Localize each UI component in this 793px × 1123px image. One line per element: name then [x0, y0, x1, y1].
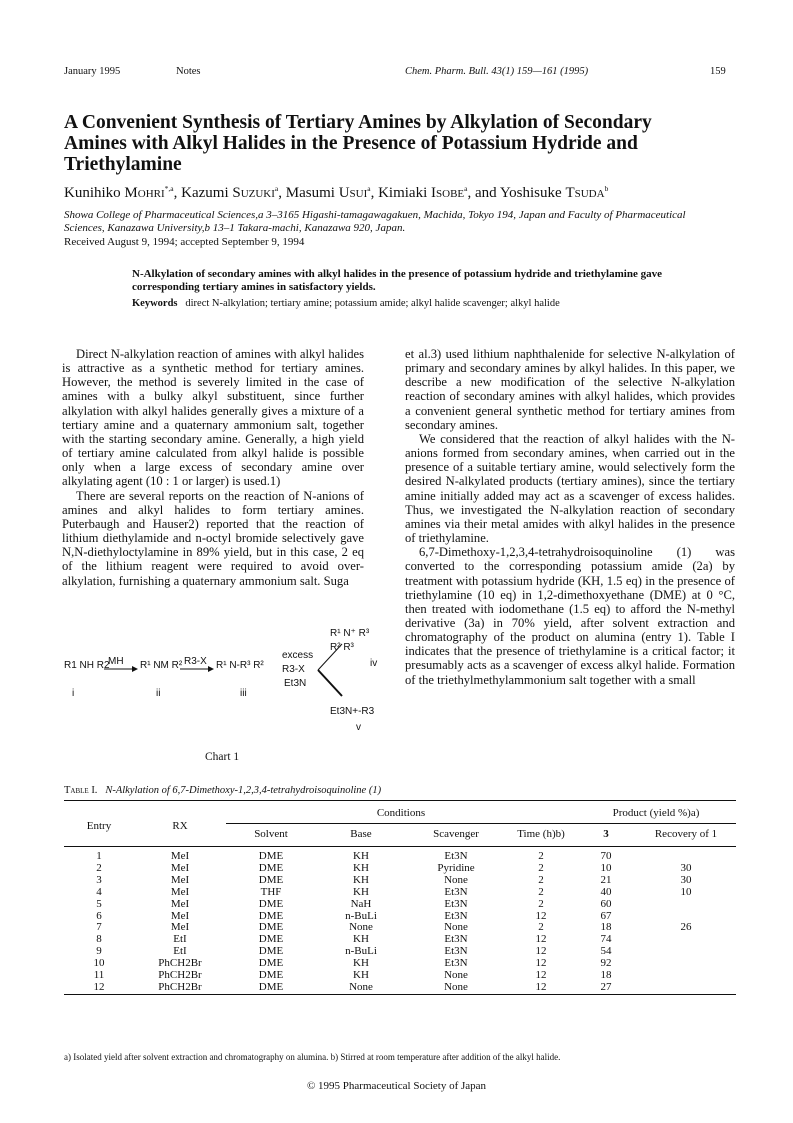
table-cell: 40 — [600, 885, 612, 898]
table-cell: 18 — [600, 921, 612, 934]
table-cell: DME — [258, 933, 284, 946]
table-cell: EtI — [173, 933, 187, 946]
table-cell: 10 — [93, 957, 105, 970]
table-row — [64, 863, 736, 875]
body-column-right — [405, 347, 735, 687]
author: Masumi Usui$^a$ — [285, 184, 371, 201]
quat-salt-iv-label-2: R² R³ — [330, 642, 354, 653]
table-cell: n-BuLi — [345, 945, 377, 958]
table-row — [64, 934, 736, 946]
table-cell: DME — [258, 980, 284, 993]
table-cell: 12 — [535, 933, 547, 946]
keywords — [132, 298, 702, 309]
quat-salt-iv-label: R¹ N⁺ R³ — [330, 628, 370, 639]
table-cell: DME — [258, 873, 284, 886]
table-row — [64, 899, 736, 911]
col-header-conditions: Conditions — [226, 801, 576, 824]
table-caption-text: N-Alkylation of 6,7-Dimethoxy-1,2,3,4-tetrahydroisoquinoline (1) — [105, 785, 382, 796]
table-cell: DME — [258, 957, 284, 970]
table-cell: 26 — [680, 921, 692, 934]
col-header-recovery: Recovery of 1 — [654, 828, 718, 840]
col-header-solvent: Solvent — [254, 828, 288, 840]
table-cell: NaH — [350, 897, 372, 910]
table-cell: 10 — [680, 885, 692, 898]
paragraph: We considered that the reaction of alkyl halides with the N-anions formed from secondary amines, when carried out in the presence of a suitable tertiary amine, would selectively form the desired N-alkylated products (tertiary amines), since the tertiary amine initially added may act as a scavenger of excess halides. Thus, we investigated the N-alkylation reaction of secondary amines via their metal amides with alkyl halides in the presence of triethylamine. — [405, 431, 735, 546]
table-cell: None — [349, 921, 373, 934]
table-cell: 30 — [680, 861, 692, 874]
salt-v-label: Et3N+-R3 — [330, 706, 375, 717]
table-cell: None — [349, 980, 373, 993]
table-cell: Et3N — [444, 945, 468, 958]
table-cell: KH — [353, 861, 369, 874]
table-cell: 18 — [600, 969, 612, 982]
table-cell: Et3N — [444, 909, 468, 922]
table-body — [64, 847, 736, 995]
table-cell: MeI — [170, 885, 190, 898]
col-header-rx: RX — [134, 801, 226, 847]
table-cell: 60 — [600, 897, 612, 910]
author-list: Kunihiko Mohri$^{*,a}$, Kazumi Suzuki$^a$, Masumi Usui$^a$, Kimiaki Isobe$^a$, and Yoshisuke Tsuda$^b$ — [64, 184, 609, 201]
reagent-mh: MH — [108, 656, 124, 667]
paragraph: et al.3) used lithium naphthalenide for selective N-alkylation of primary and secondary amines by alkyl halides. In this paper, we describe a new modification of the selective N-alkylation reaction of secondary amines with alkyl halides, which provides a convenient general synthetic method for tertiary amines from secondary amines. — [405, 347, 735, 432]
paragraph: 6,7-Dimethoxy-1,2,3,4-tetrahydroisoquinoline (1) was converted to the corresponding potassium amide (2a) by treatment with potassium hydride (KH, 1.5 eq) in the presence of triethylamine (10 eq) in 1,2-dimethoxyethane (DME) at 0 °C, then treated with iodomethane (1.5 eq) to afford the N-methyl derivative (3a) in 70% yield, after solvent extraction and chromatography of the product on alumina (entry 1). Table I indicates that the presence of triethylamine is a critical factor; it presumably acts as a scavenger of excess alkyl halide. Formation of the triethylmethylammonium salt together with a small — [405, 545, 735, 687]
table-row — [64, 922, 736, 934]
table-cell: KH — [353, 885, 369, 898]
amide-ii-label: R¹ NM R² — [140, 660, 183, 671]
table-cell: None — [444, 873, 468, 886]
author: Kunihiko Mohri$^{*,a}$ — [64, 184, 174, 201]
reagent-excess: excess — [282, 650, 314, 661]
col-header-base: Base — [350, 828, 372, 840]
table-cell: 2 — [96, 861, 102, 874]
table-cell: DME — [258, 945, 284, 958]
arrow-down — [318, 670, 342, 696]
header-section: Notes — [176, 66, 201, 77]
body-column-left — [62, 347, 364, 588]
table-cell: PhCH2Br — [158, 980, 202, 993]
table-footnote: a) Isolated yield after solvent extraction and chromatography on alumina. b) Stirred at room temperature after addition of the alkyl halide. — [64, 1052, 561, 1062]
table-cell: 4 — [96, 885, 102, 898]
arrowhead-2 — [208, 666, 214, 672]
table-cell: MeI — [170, 921, 190, 934]
table-cell: 2 — [538, 850, 544, 862]
table-cell — [636, 982, 736, 994]
compound-label-i: i — [72, 688, 75, 699]
author: Kimiaki Isobe$^a$ — [378, 184, 468, 201]
received-dates: Received August 9, 1994; accepted September 9, 1994 — [64, 236, 305, 248]
table-cell: 9 — [96, 945, 102, 958]
col-header-product: Product (yield %)a) — [576, 801, 736, 824]
table-row — [64, 887, 736, 899]
table-cell — [636, 847, 736, 863]
table-cell: KH — [353, 850, 369, 862]
table-cell: PhCH2Br — [158, 969, 202, 982]
table-cell: KH — [353, 933, 369, 946]
table-cell: 8 — [96, 933, 102, 946]
table-cell: 11 — [93, 969, 105, 982]
reagent-r3x: R3-X — [184, 656, 207, 667]
reagent-r3x-excess: R3-X — [282, 664, 305, 675]
table-cell: DME — [258, 861, 284, 874]
table-cell: None — [444, 980, 468, 993]
table-cell: 5 — [96, 897, 102, 910]
table-cell: Et3N — [444, 850, 468, 862]
table-cell: 2 — [538, 897, 544, 910]
table-cell: DME — [258, 850, 284, 862]
paragraph: There are several reports on the reaction of N-anions of amines and alkyl halides to form tertiary amines. Puterbaugh and Hauser2) reported that the reaction of lithium diethylamide and n-octyl bromide selectively gave N,N-diethyloctylamine in 89% yield, but in this case, 2 eq of the lithium reagent were required to avoid over-alkylation, furnishing a quaternary ammonium salt. Suga — [62, 488, 364, 588]
col-header-entry: Entry — [64, 801, 134, 847]
table-cell: 2 — [538, 885, 544, 898]
keywords-text: direct N-alkylation; tertiary amine; potassium amide; alkyl halide scavenger; alkyl halide — [185, 298, 560, 309]
table-cell: MeI — [170, 861, 190, 874]
table-cell: 30 — [680, 873, 692, 886]
table-cell: PhCH2Br — [158, 957, 202, 970]
article-title: A Convenient Synthesis of Tertiary Amines by Alkylation of Secondary Amines with Alkyl Halides in the Presence of Potassium Hydride and Triethylamine — [64, 112, 652, 175]
table-cell — [636, 958, 736, 970]
amine-iii-label: R¹ N-R³ R² — [216, 660, 264, 671]
table-cell — [636, 899, 736, 911]
table-row — [64, 982, 736, 994]
table-cell: 70 — [600, 850, 612, 862]
abstract: N-Alkylation of secondary amines with alkyl halides in the presence of potassium hydride and triethylamine gave corresponding tertiary amines in satisfactory yields. — [132, 268, 662, 293]
paragraph: Direct N-alkylation reaction of amines with alkyl halides is attractive as a synthetic method for tertiary amines. However, the method is severely limited in the case of amines with a bulky alkyl substituent, since further alkylation with alkyl halides generally gives a mixture of a tertiary amine and a quaternary ammonium salt, together with the starting secondary amine. Generally, a high yield of tertiary amine calculated from alkyl halide is possible only when a large excess of secondary amine over alkylating agent (10 : 1 or larger) is used.1) — [62, 347, 364, 489]
table-cell: 7 — [96, 921, 102, 934]
table-cell: Et3N — [444, 933, 468, 946]
table-cell: 12 — [535, 957, 547, 970]
compound-label-iii: iii — [240, 688, 247, 699]
table-cell: 2 — [538, 873, 544, 886]
reagent-et3n: Et3N — [284, 678, 307, 689]
table-cell: 21 — [600, 873, 612, 886]
reaction-scheme — [60, 622, 390, 742]
table-cell: Et3N — [444, 885, 468, 898]
table-cell: 10 — [600, 861, 612, 874]
col-header-scavenger: Scavenger — [433, 828, 479, 840]
table-cell: DME — [258, 921, 284, 934]
table-cell: 12 — [93, 980, 105, 993]
copyright: © 1995 Pharmaceutical Society of Japan — [306, 1080, 487, 1092]
table-cell: 92 — [600, 957, 612, 970]
table-caption — [64, 785, 381, 796]
table-cell: MeI — [170, 850, 190, 862]
table-cell: 12 — [535, 980, 547, 993]
table-cell: Pyridine — [437, 861, 475, 874]
table-cell: 3 — [96, 873, 102, 886]
col-header-product-3: 3 — [603, 828, 609, 840]
compound-label-v: v — [356, 722, 361, 733]
table-cell: Et3N — [444, 897, 468, 910]
table-cell: THF — [260, 885, 282, 898]
table-cell: KH — [353, 969, 369, 982]
table-cell: 2 — [538, 861, 544, 874]
affiliation: Showa College of Pharmaceutical Sciences,a 3–3165 Higashi-tamagawagakuen, Machida, Tokyo 194, Japan and Faculty of Pharmaceutical Sciences, Kanazawa University,b 13–1 Takara-machi, Kanazawa 920, Japan. — [64, 209, 686, 234]
table-cell: MeI — [170, 909, 190, 922]
header-page-number: 159 — [710, 66, 726, 77]
table-cell: None — [444, 969, 468, 982]
table-cell: 74 — [600, 933, 612, 946]
table-row — [64, 847, 736, 863]
table-cell: 1 — [96, 850, 102, 862]
table-cell: 6 — [96, 909, 102, 922]
keywords-label: Keywords — [132, 298, 178, 309]
table-cell: 12 — [535, 969, 547, 982]
table-cell: MeI — [170, 897, 190, 910]
header-journal: Chem. Pharm. Bull. 43(1) 159—161 (1995) — [405, 66, 589, 77]
author: Yoshisuke Tsuda$^b$ — [499, 184, 609, 201]
table-cell: DME — [258, 969, 284, 982]
table-cell: DME — [258, 909, 284, 922]
table-cell: 67 — [600, 909, 612, 922]
table-cell: 12 — [535, 945, 547, 958]
table-cell — [636, 934, 736, 946]
table-cell: 27 — [600, 980, 612, 993]
table-cell: MeI — [170, 873, 190, 886]
table-cell: 12 — [535, 909, 547, 922]
table-caption-label: Table I. — [64, 785, 98, 796]
header-date: January 1995 — [64, 66, 121, 77]
author: Kazumi Suzuki$^a$ — [181, 184, 279, 201]
table-row — [64, 875, 736, 887]
table-cell: EtI — [173, 945, 187, 958]
arrowhead-1 — [132, 666, 138, 672]
chart-caption: Chart 1 — [205, 751, 240, 763]
col-header-time: Time (h)b) — [517, 828, 565, 840]
table-cell: None — [444, 921, 468, 934]
table-row — [64, 911, 736, 923]
table-cell — [636, 946, 736, 958]
compound-label-ii: ii — [156, 688, 161, 699]
table-cell — [636, 970, 736, 982]
results-table — [64, 800, 736, 995]
compound-label-iv: iv — [370, 658, 378, 669]
table-cell: Et3N — [444, 957, 468, 970]
amine-i-label: R1 NH R2 — [64, 660, 110, 671]
table-cell: KH — [353, 873, 369, 886]
table-cell: 54 — [600, 945, 612, 958]
table-cell: 2 — [538, 921, 544, 934]
table-cell: DME — [258, 897, 284, 910]
table-cell: KH — [353, 957, 369, 970]
table-cell: n-BuLi — [345, 909, 377, 922]
